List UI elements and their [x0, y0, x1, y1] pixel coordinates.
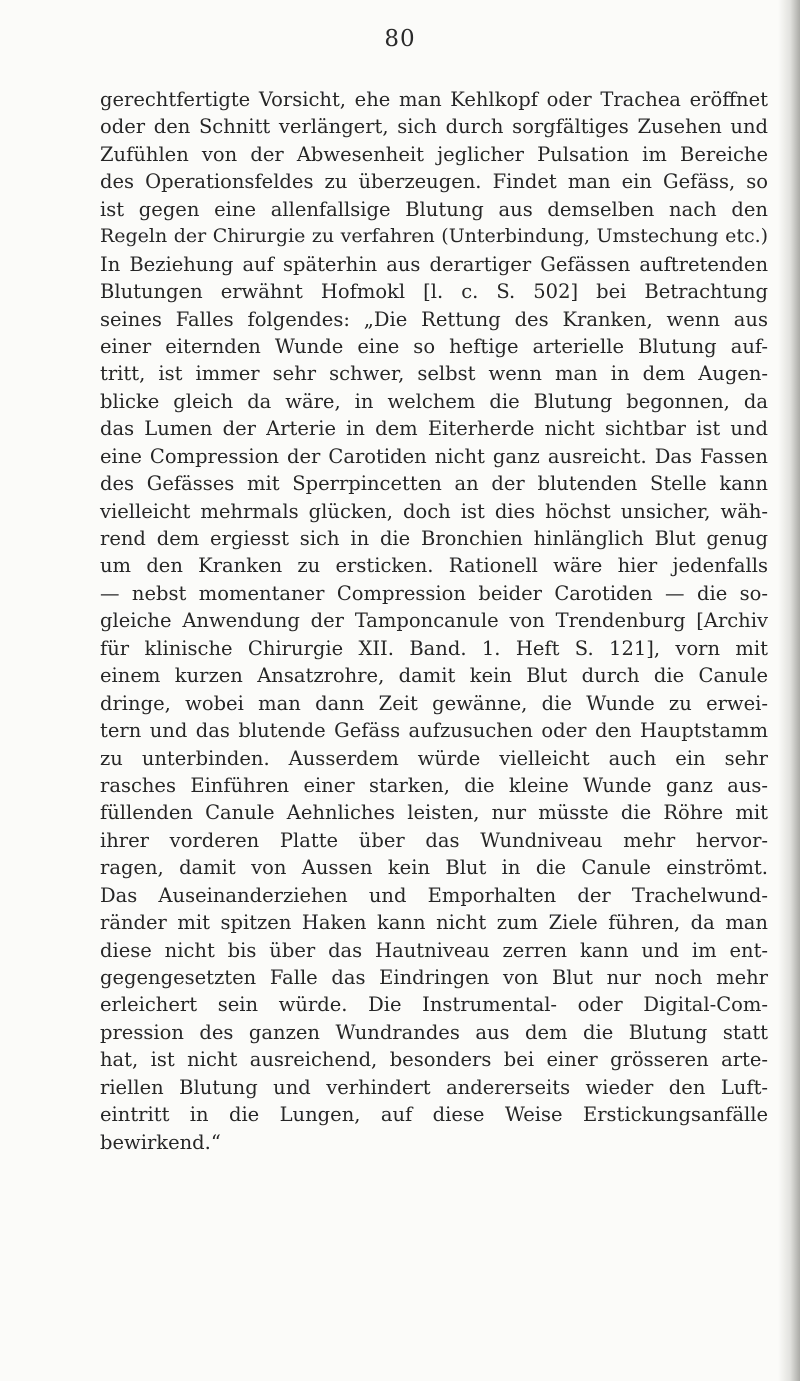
- text-line: oder den Schnitt verlängert, sich durch sorgfältiges Zusehen und: [100, 115, 768, 139]
- page-number: 80: [384, 26, 416, 52]
- text-line: ragen, damit von Aussen kein Blut in die Canule einströmt.: [100, 856, 768, 880]
- text-line: tritt, ist immer sehr schwer, selbst wenn man in dem Augen-: [100, 362, 768, 386]
- text-line: ihrer vorderen Platte über das Wundniveau mehr hervor-: [100, 828, 768, 852]
- body-text: [100, 86, 768, 1156]
- text-line: für klinische Chirurgie XII. Band. 1. Heft S. 121], vorn mit: [100, 636, 768, 660]
- text-line: riellen Blutung und verhindert andererseits wieder den Luft-: [100, 1075, 768, 1099]
- text-line: In Beziehung auf späterhin aus derartiger Gefässen auftretenden: [100, 252, 768, 276]
- text-line: diese nicht bis über das Hautniveau zerren kann und im ent-: [100, 938, 768, 962]
- text-line: Regeln der Chirurgie zu verfahren (Unterbindung, Umstechung etc.): [100, 225, 768, 248]
- text-line: pression des ganzen Wundrandes aus dem die Blutung statt: [100, 1020, 768, 1044]
- text-line: ränder mit spitzen Haken kann nicht zum Ziele führen, da man: [100, 911, 768, 935]
- text-line: erleichert sein würde. Die Instrumental- oder Digital-Com-: [100, 993, 768, 1017]
- text-line: eintritt in die Lungen, auf diese Weise Erstickungsanfälle: [100, 1103, 768, 1127]
- page-edge-shadow: [778, 0, 800, 1381]
- text-line: tern und das blutende Gefäss aufzusuchen oder den Hauptstamm: [100, 719, 768, 743]
- text-line: vielleicht mehrmals glücken, doch ist dies höchst unsicher, wäh-: [100, 499, 768, 523]
- text-line: Das Auseinanderziehen und Emporhalten der Trachelwund-: [100, 883, 768, 907]
- text-line: zu unterbinden. Ausserdem würde vielleicht auch ein sehr: [100, 746, 768, 770]
- text-line: des Gefässes mit Sperrpincetten an der blutenden Stelle kann: [100, 472, 768, 496]
- text-line: dringe, wobei man dann Zeit gewänne, die Wunde zu erwei-: [100, 691, 768, 715]
- text-line: einem kurzen Ansatzrohre, damit kein Blut durch die Canule: [100, 664, 768, 688]
- text-line: des Operationsfeldes zu überzeugen. Findet man ein Gefäss, so: [100, 170, 768, 194]
- text-line: seines Falles folgendes: „Die Rettung des Kranken, wenn aus: [100, 307, 768, 331]
- text-line-final: bewirkend.“: [100, 1130, 221, 1154]
- text-line: Blutungen erwähnt Hofmokl [l. c. S. 502] bei Betrachtung: [100, 280, 768, 304]
- text-line: das Lumen der Arterie in dem Eiterherde nicht sichtbar ist und: [100, 417, 768, 441]
- text-line: gegengesetzten Falle das Eindringen von Blut nur noch mehr: [100, 966, 768, 989]
- text-line: gerechtfertigte Vorsicht, ehe man Kehlkopf oder Trachea eröffnet: [100, 88, 768, 111]
- text-line: um den Kranken zu ersticken. Rationell wäre hier jedenfalls: [100, 554, 768, 578]
- text-line: gleiche Anwendung der Tamponcanule von Trendenburg [Archiv: [100, 609, 768, 633]
- text-line: eine Compression der Carotiden nicht ganz ausreicht. Das Fassen: [100, 444, 768, 468]
- text-line: blicke gleich da wäre, in welchem die Blutung begonnen, da: [100, 389, 768, 413]
- text-line: hat, ist nicht ausreichend, besonders bei einer grösseren arte-: [100, 1048, 768, 1072]
- text-line: füllenden Canule Aehnliches leisten, nur müsste die Röhre mit: [100, 801, 768, 825]
- text-line: — nebst momentaner Compression beider Carotiden — die so-: [100, 581, 768, 605]
- text-line: ist gegen eine allenfallsige Blutung aus demselben nach den: [100, 197, 768, 221]
- text-line: rend dem ergiesst sich in die Bronchien hinlänglich Blut genug: [100, 527, 768, 550]
- text-line: rasches Einführen einer starken, die kleine Wunde ganz aus-: [100, 773, 768, 797]
- text-line: einer eiternden Wunde eine so heftige arterielle Blutung auf-: [100, 334, 768, 358]
- text-line: Zufühlen von der Abwesenheit jeglicher Pulsation im Bereiche: [100, 142, 768, 166]
